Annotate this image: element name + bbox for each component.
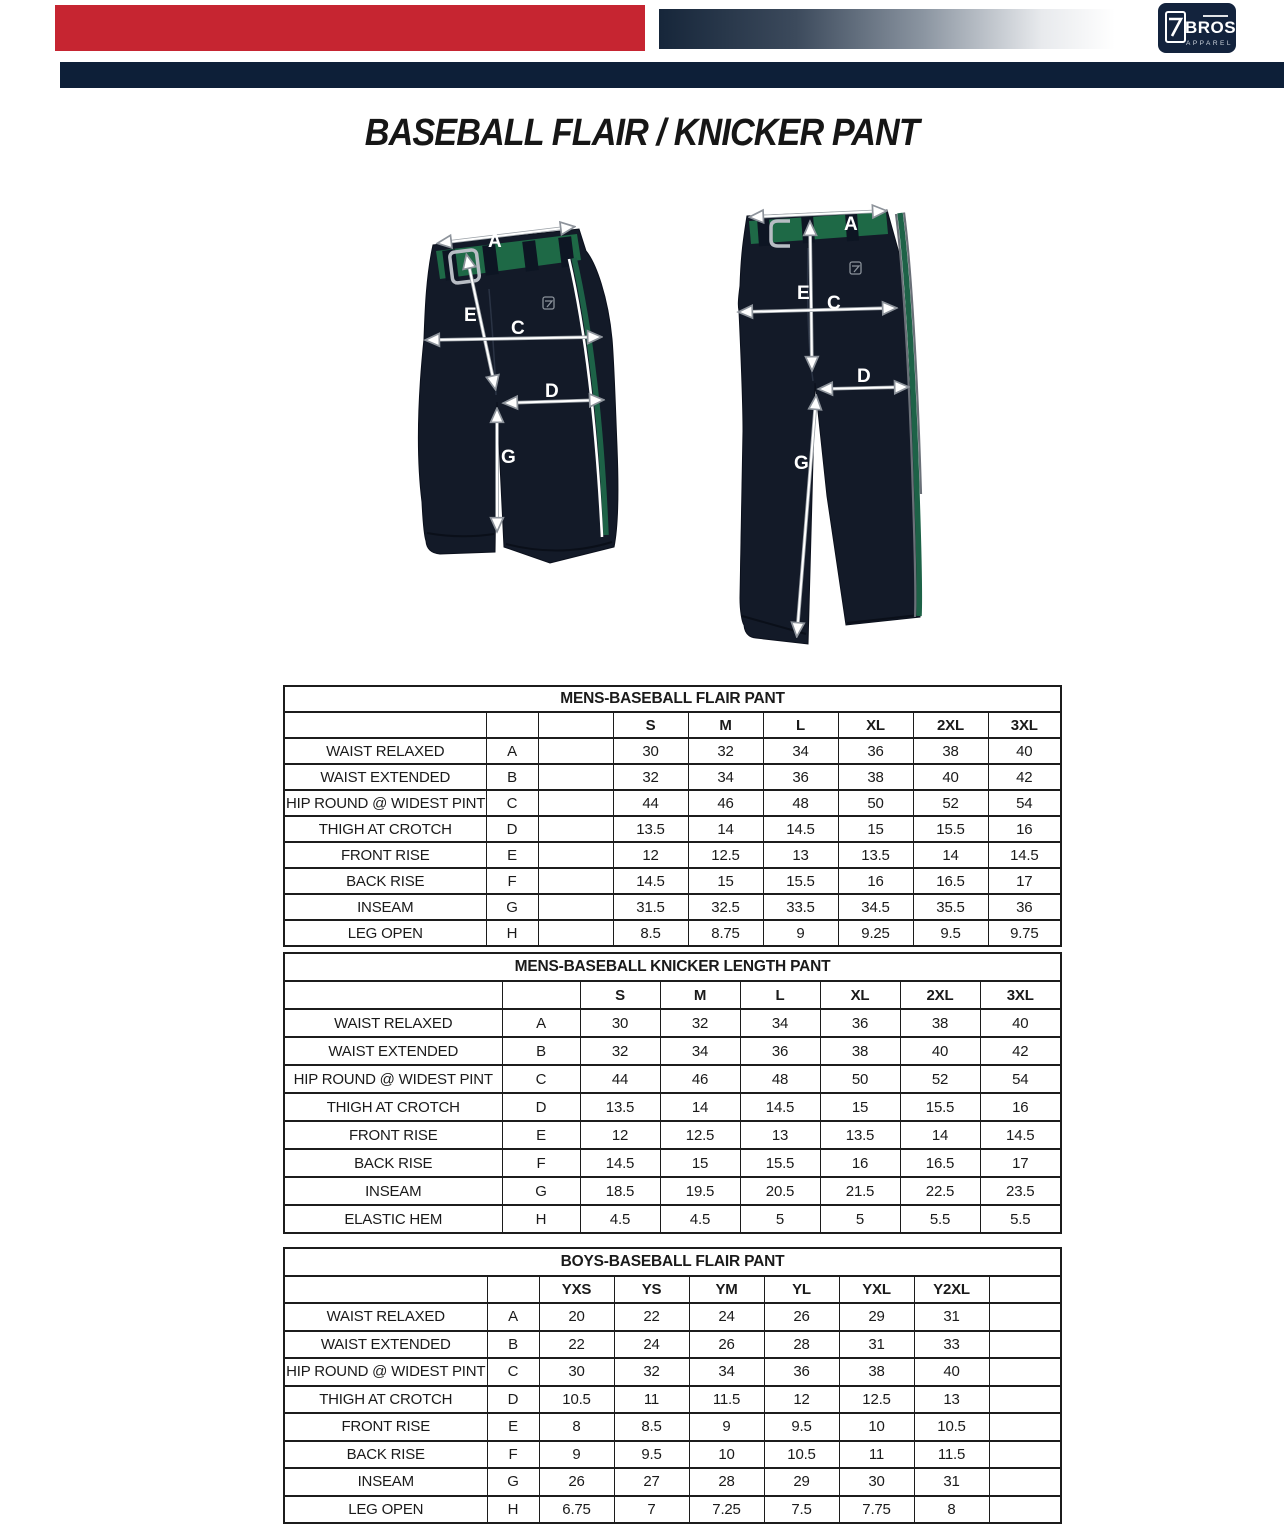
header-empty-label [284,712,486,738]
row-label: LEG OPEN [284,920,486,946]
cell-value: 26 [689,1331,764,1359]
cell-value: 5 [820,1205,900,1233]
cell-value: 44 [580,1065,660,1093]
cell-value: 38 [838,764,913,790]
cell-value: 15 [820,1093,900,1121]
row-letter: G [486,894,538,920]
measurement-row [284,894,1061,920]
cell-value: 36 [838,738,913,764]
row-trailing-empty [989,1386,1061,1414]
cell-value: 46 [688,790,763,816]
measurement-row [284,920,1061,946]
cell-value: 24 [689,1303,764,1331]
cell-value: 8 [539,1413,614,1441]
boys-flair-pant-table [283,1247,1062,1524]
row-letter: F [487,1441,539,1469]
row-trailing-empty [989,1303,1061,1331]
cell-value: 36 [763,764,838,790]
cell-value: 9.25 [838,920,913,946]
cell-value: 33.5 [763,894,838,920]
cell-value: 12.5 [688,842,763,868]
row-trailing-empty [989,1468,1061,1496]
header-empty-letter [502,981,580,1009]
cell-value: 31 [914,1303,989,1331]
measurement-row [284,1065,1061,1093]
cell-value: 30 [539,1358,614,1386]
row-trailing-empty [989,1413,1061,1441]
size-col-header: S [580,981,660,1009]
row-spacer [538,738,613,764]
row-letter: B [502,1037,580,1065]
cell-value: 14.5 [988,842,1061,868]
cell-value: 54 [980,1065,1061,1093]
cell-value: 12 [613,842,688,868]
cell-value: 4.5 [580,1205,660,1233]
measurement-row [284,1413,1061,1441]
cell-value: 54 [988,790,1061,816]
size-col-header: YM [689,1276,764,1304]
row-letter: D [502,1093,580,1121]
cell-value: 7.75 [839,1496,914,1524]
cell-value: 20 [539,1303,614,1331]
row-trailing-empty [989,1331,1061,1359]
row-letter: F [502,1149,580,1177]
cell-value: 11 [614,1386,689,1414]
cell-value: 12 [764,1386,839,1414]
row-letter: A [487,1303,539,1331]
cell-value: 16.5 [900,1149,980,1177]
table-title-row [284,1248,1061,1276]
cell-value: 16 [988,816,1061,842]
measurement-row [284,868,1061,894]
label-e: E [464,305,477,326]
cell-value: 11.5 [689,1386,764,1414]
row-label: FRONT RISE [284,1121,502,1149]
cell-value: 30 [839,1468,914,1496]
row-label: WAIST EXTENDED [284,764,486,790]
cell-value: 10.5 [914,1413,989,1441]
size-col-header: L [740,981,820,1009]
cell-value: 14 [688,816,763,842]
row-trailing-empty [989,1496,1061,1524]
cell-value: 12 [580,1121,660,1149]
row-label: WAIST RELAXED [284,738,486,764]
row-letter: E [502,1121,580,1149]
row-letter: A [502,1009,580,1037]
cell-value: 22 [614,1303,689,1331]
header-empty-letter [487,1276,539,1304]
cell-value: 13 [763,842,838,868]
cell-value: 15.5 [740,1149,820,1177]
cell-value: 14.5 [613,868,688,894]
label-c: C [511,318,525,339]
cell-value: 33 [914,1331,989,1359]
row-label: HIP ROUND @ WIDEST PINT [284,1358,487,1386]
cell-value: 12.5 [839,1386,914,1414]
measurement-row [284,738,1061,764]
header-empty-label [284,1276,487,1304]
cell-value: 18.5 [580,1177,660,1205]
cell-value: 15.5 [900,1093,980,1121]
cell-value: 32 [613,764,688,790]
row-spacer [538,790,613,816]
label-e: E [797,283,810,304]
cell-value: 14.5 [763,816,838,842]
row-letter: G [502,1177,580,1205]
cell-value: 10.5 [539,1386,614,1414]
cell-value: 32 [580,1037,660,1065]
cell-value: 9.5 [764,1413,839,1441]
cell-value: 44 [613,790,688,816]
cell-value: 42 [988,764,1061,790]
cell-value: 11 [839,1441,914,1469]
cell-value: 50 [838,790,913,816]
cell-value: 23.5 [980,1177,1061,1205]
measurement-row [284,1093,1061,1121]
size-col-header: YXL [839,1276,914,1304]
row-label: THIGH AT CROTCH [284,1093,502,1121]
cell-value: 31 [914,1468,989,1496]
cell-value: 12.5 [660,1121,740,1149]
cell-value: 13.5 [613,816,688,842]
measurement-row [284,1037,1061,1065]
cell-value: 36 [820,1009,900,1037]
logo-name: BROS [1185,18,1237,37]
cell-value: 32 [688,738,763,764]
flair-pant-body [738,210,920,644]
measurement-row [284,1468,1061,1496]
row-spacer [538,764,613,790]
cell-value: 14 [913,842,988,868]
cell-value: 8.5 [613,920,688,946]
measurement-row [284,842,1061,868]
cell-value: 7.25 [689,1496,764,1524]
cell-value: 17 [980,1149,1061,1177]
cell-value: 14 [660,1093,740,1121]
cell-value: 52 [900,1065,980,1093]
row-label: WAIST RELAXED [284,1009,502,1037]
size-col-header: 2XL [913,712,988,738]
row-spacer [538,842,613,868]
row-letter: B [486,764,538,790]
label-a: A [844,214,858,235]
cell-value: 40 [914,1358,989,1386]
cell-value: 5.5 [980,1205,1061,1233]
cell-value: 40 [988,738,1061,764]
row-letter: A [486,738,538,764]
measure-arrow-e [810,224,812,368]
row-label: WAIST EXTENDED [284,1037,502,1065]
cell-value: 13.5 [820,1121,900,1149]
cell-value: 32.5 [688,894,763,920]
cell-value: 38 [820,1037,900,1065]
header-empty-spacer [538,712,613,738]
cell-value: 40 [980,1009,1061,1037]
size-col-header: Y2XL [914,1276,989,1304]
cell-value: 34 [688,764,763,790]
cell-value: 9.5 [614,1441,689,1469]
cell-value: 9 [539,1441,614,1469]
cell-value: 13.5 [838,842,913,868]
row-label: WAIST EXTENDED [284,1331,487,1359]
header-empty-label [284,981,502,1009]
row-letter: H [487,1496,539,1524]
size-col-header: XL [838,712,913,738]
measurement-row [284,1205,1061,1233]
cell-value: 46 [660,1065,740,1093]
cell-value: 20.5 [740,1177,820,1205]
row-label: FRONT RISE [284,1413,487,1441]
row-letter: D [486,816,538,842]
row-letter: C [502,1065,580,1093]
cell-value: 48 [740,1065,820,1093]
cell-value: 24 [614,1331,689,1359]
cell-value: 5 [740,1205,820,1233]
cell-value: 40 [913,764,988,790]
row-letter: E [486,842,538,868]
cell-value: 7 [614,1496,689,1524]
row-label: HIP ROUND @ WIDEST PINT [284,1065,502,1093]
label-d: D [857,366,871,387]
cell-value: 10 [689,1441,764,1469]
cell-value: 36 [988,894,1061,920]
cell-value: 26 [764,1303,839,1331]
row-label: FRONT RISE [284,842,486,868]
size-col-header: M [660,981,740,1009]
cell-value: 38 [913,738,988,764]
row-letter: E [487,1413,539,1441]
cell-value: 15 [660,1149,740,1177]
row-label: BACK RISE [284,1149,502,1177]
row-label: LEG OPEN [284,1496,487,1524]
measurement-row [284,1009,1061,1037]
row-label: THIGH AT CROTCH [284,1386,487,1414]
table-title: MENS-BASEBALL FLAIR PANT [284,686,1061,712]
cell-value: 29 [764,1468,839,1496]
size-col-header: 3XL [988,712,1061,738]
measurement-row [284,1386,1061,1414]
row-letter: G [487,1468,539,1496]
cell-value: 16.5 [913,868,988,894]
row-letter: H [502,1205,580,1233]
cell-value: 4.5 [660,1205,740,1233]
row-label: HIP ROUND @ WIDEST PINT [284,790,486,816]
size-col-header: L [763,712,838,738]
label-a: A [488,231,502,252]
header-empty-trailing [989,1276,1061,1304]
cell-value: 27 [614,1468,689,1496]
row-spacer [538,920,613,946]
row-label: THIGH AT CROTCH [284,816,486,842]
cell-value: 30 [613,738,688,764]
cell-value: 11.5 [914,1441,989,1469]
cell-value: 14.5 [580,1149,660,1177]
cell-value: 15.5 [913,816,988,842]
cell-value: 15 [838,816,913,842]
cell-value: 22 [539,1331,614,1359]
row-letter: H [486,920,538,946]
cell-value: 29 [839,1303,914,1331]
row-spacer [538,816,613,842]
measurement-row [284,764,1061,790]
cell-value: 10.5 [764,1441,839,1469]
row-letter: D [487,1386,539,1414]
row-label: BACK RISE [284,1441,487,1469]
cell-value: 34 [660,1037,740,1065]
measurement-row [284,816,1061,842]
row-spacer [538,894,613,920]
size-col-header: YS [614,1276,689,1304]
cell-value: 34 [689,1358,764,1386]
table-title: MENS-BASEBALL KNICKER LENGTH PANT [284,953,1061,981]
cell-value: 8 [914,1496,989,1524]
cell-value: 40 [900,1037,980,1065]
measurement-row [284,1331,1061,1359]
measurement-row [284,1496,1061,1524]
row-label: INSEAM [284,894,486,920]
cell-value: 48 [763,790,838,816]
mens-knicker-pant-table [283,952,1062,1234]
cell-value: 21.5 [820,1177,900,1205]
knicker-pant-diagram [400,197,662,612]
measure-arrow-d [821,387,906,389]
measurement-row [284,790,1061,816]
mens-flair-pant-table [283,685,1062,947]
cell-value: 42 [980,1037,1061,1065]
size-header-row [284,1276,1061,1304]
cell-value: 8.75 [688,920,763,946]
cell-value: 7.5 [764,1496,839,1524]
label-c: C [827,293,841,314]
cell-value: 16 [838,868,913,894]
cell-value: 38 [900,1009,980,1037]
size-col-header: 2XL [900,981,980,1009]
cell-value: 50 [820,1065,900,1093]
cell-value: 16 [820,1149,900,1177]
row-letter: C [486,790,538,816]
table-title: BOYS-BASEBALL FLAIR PANT [284,1248,1061,1276]
measurement-row [284,1177,1061,1205]
cell-value: 34 [740,1009,820,1037]
cell-value: 15.5 [763,868,838,894]
cell-value: 13.5 [580,1093,660,1121]
size-col-header: 3XL [980,981,1061,1009]
cell-value: 31.5 [613,894,688,920]
row-label: ELASTIC HEM [284,1205,502,1233]
size-col-header: M [688,712,763,738]
cell-value: 14 [900,1121,980,1149]
row-label: WAIST RELAXED [284,1303,487,1331]
banner-red-bar [55,5,645,51]
cell-value: 34.5 [838,894,913,920]
row-trailing-empty [989,1441,1061,1469]
banner-navy-bar [60,62,1284,88]
cell-value: 6.75 [539,1496,614,1524]
cell-value: 34 [763,738,838,764]
cell-value: 14.5 [980,1121,1061,1149]
brand-logo [1158,3,1236,53]
size-col-header: XL [820,981,900,1009]
row-label: BACK RISE [284,868,486,894]
size-col-header: YL [764,1276,839,1304]
label-g: G [794,453,809,474]
row-letter: C [487,1358,539,1386]
row-letter: F [486,868,538,894]
row-trailing-empty [989,1358,1061,1386]
cell-value: 9.5 [913,920,988,946]
measurement-row [284,1303,1061,1331]
cell-value: 9 [763,920,838,946]
table-title-row [284,686,1061,712]
cell-value: 5.5 [900,1205,980,1233]
measurement-row [284,1149,1061,1177]
row-spacer [538,868,613,894]
cell-value: 8.5 [614,1413,689,1441]
row-letter: B [487,1331,539,1359]
cell-value: 28 [764,1331,839,1359]
cell-value: 13 [914,1386,989,1414]
size-col-header: S [613,712,688,738]
page-title: BASEBALL FLAIR / KNICKER PANT [364,112,920,154]
logo-subtitle: APPAREL [1186,40,1234,47]
table-title-row [284,953,1061,981]
brand-logo-graphic [1158,3,1236,53]
cell-value: 16 [980,1093,1061,1121]
cell-value: 52 [913,790,988,816]
cell-value: 32 [614,1358,689,1386]
measurement-row [284,1358,1061,1386]
row-label: INSEAM [284,1177,502,1205]
row-label: INSEAM [284,1468,487,1496]
label-g: G [501,447,516,468]
size-col-header: YXS [539,1276,614,1304]
flair-pant-diagram [700,196,962,661]
cell-value: 32 [660,1009,740,1037]
cell-value: 30 [580,1009,660,1037]
cell-value: 26 [539,1468,614,1496]
cell-value: 13 [740,1121,820,1149]
size-header-row [284,981,1061,1009]
cell-value: 9 [689,1413,764,1441]
cell-value: 19.5 [660,1177,740,1205]
cell-value: 22.5 [900,1177,980,1205]
banner-gradient-bar [659,9,1115,49]
measurement-row [284,1121,1061,1149]
cell-value: 38 [839,1358,914,1386]
cell-value: 36 [764,1358,839,1386]
cell-value: 10 [839,1413,914,1441]
measurement-row [284,1441,1061,1469]
cell-value: 36 [740,1037,820,1065]
header-empty-letter [486,712,538,738]
cell-value: 15 [688,868,763,894]
cell-value: 35.5 [913,894,988,920]
size-header-row [284,712,1061,738]
cell-value: 17 [988,868,1061,894]
cell-value: 31 [839,1331,914,1359]
label-d: D [545,381,559,402]
cell-value: 14.5 [740,1093,820,1121]
cell-value: 9.75 [988,920,1061,946]
cell-value: 28 [689,1468,764,1496]
